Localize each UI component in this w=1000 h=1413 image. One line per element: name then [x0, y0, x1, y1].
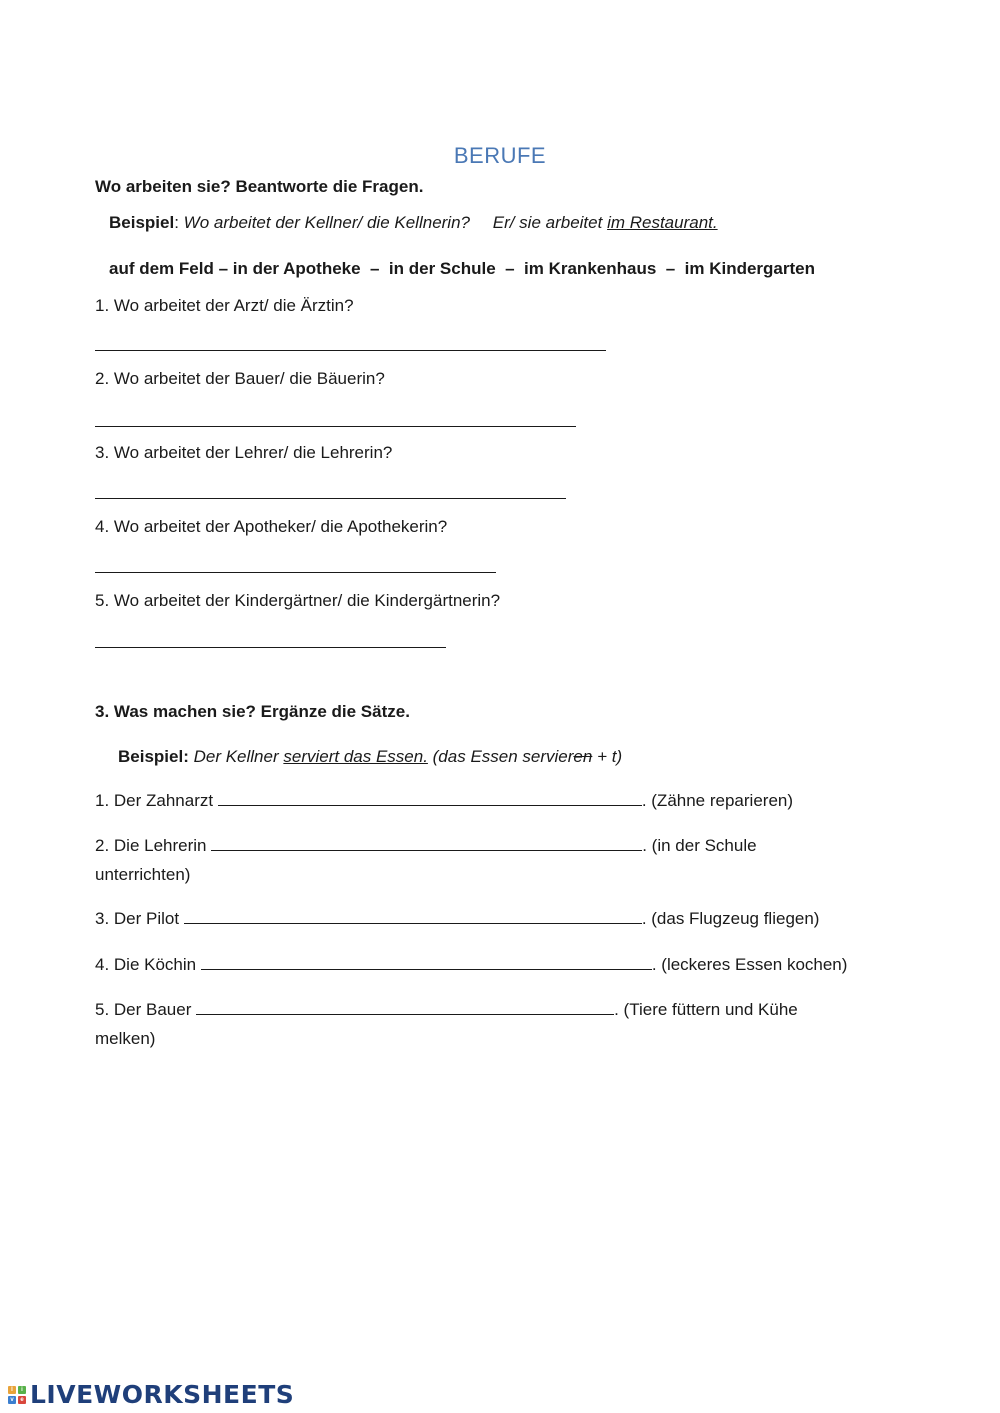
answer-line-5[interactable] — [95, 647, 446, 648]
example2-hint-prefix: (das Essen servier — [427, 747, 574, 766]
example-question: Wo arbeitet der Kellner/ die Kellnerin? — [183, 213, 470, 232]
sentence-5-hint: . (Tiere füttern und Kühe — [614, 1000, 798, 1019]
example2-hint-suffix: + t) — [592, 747, 623, 766]
sentence-3-blank[interactable] — [184, 909, 642, 924]
sentence-3 — [95, 909, 819, 929]
sentence-5-subject: 5. Der Bauer — [95, 1000, 197, 1019]
sentence-3-hint: . (das Flugzeug fliegen) — [641, 909, 820, 928]
sentence-5 — [95, 1000, 798, 1020]
answer-line-2[interactable] — [95, 426, 576, 427]
sentence-5-continuation: melken) — [95, 1029, 156, 1048]
example2-label: Beispiel: — [118, 747, 189, 766]
example2-subject: Der Kellner — [193, 747, 284, 766]
sentence-4-blank[interactable] — [201, 955, 652, 970]
sentence-3-subject: 3. Der Pilot — [95, 909, 184, 928]
liveworksheets-logo — [8, 1380, 294, 1409]
example-answer-underlined: im Restaurant. — [607, 213, 718, 232]
example-label: Beispiel — [109, 213, 175, 232]
section1-heading: Wo arbeiten sie? Beantworte die Fragen. — [95, 177, 424, 196]
sentence-4-hint: . (leckeres Essen kochen) — [651, 955, 848, 974]
sentence-5-blank[interactable] — [196, 1000, 614, 1015]
page-title: BERUFE — [453, 143, 547, 168]
section2-heading: 3. Was machen sie? Ergänze die Sätze. — [95, 702, 410, 721]
answer-line-3[interactable] — [95, 498, 566, 499]
sentence-1-subject: 1. Der Zahnarzt — [95, 791, 218, 810]
sentence-2-blank[interactable] — [211, 836, 642, 851]
sentence-2 — [95, 836, 757, 856]
section1-example — [109, 213, 718, 233]
example-colon: : — [174, 213, 179, 232]
sentence-2-continuation: unterrichten) — [95, 865, 191, 884]
question-4: 4. Wo arbeitet der Apotheker/ die Apothekerin? — [95, 517, 448, 536]
sentence-4 — [95, 955, 847, 975]
question-1: 1. Wo arbeitet der Arzt/ die Ärztin? — [95, 296, 354, 315]
sentence-1 — [95, 791, 793, 811]
question-3: 3. Wo arbeitet der Lehrer/ die Lehrerin? — [95, 443, 393, 462]
sentence-1-blank[interactable] — [218, 791, 642, 806]
logo-text: LIVEWORKSHEETS — [30, 1380, 295, 1409]
example2-hint-struck: en — [573, 747, 593, 766]
example2-underlined: serviert das Essen. — [283, 747, 428, 766]
question-5: 5. Wo arbeitet der Kindergärtner/ die Kindergärtnerin? — [95, 591, 501, 610]
question-2: 2. Wo arbeitet der Bauer/ die Bäuerin? — [95, 369, 385, 388]
sentence-2-hint: . (in der Schule — [642, 836, 757, 855]
example-answer-prefix: Er/ sie arbeitet — [492, 213, 608, 232]
sentence-1-hint: . (Zähne reparieren) — [641, 791, 794, 810]
answer-line-1[interactable] — [95, 350, 606, 351]
section2-example — [118, 747, 622, 767]
logo-icon: l i v e — [8, 1386, 26, 1404]
sentence-4-subject: 4. Die Köchin — [95, 955, 201, 974]
sentence-2-subject: 2. Die Lehrerin — [95, 836, 212, 855]
answer-line-4[interactable] — [95, 572, 496, 573]
word-bank: auf dem Feld – in der Apotheke – in der Schule – im Krankenhaus – im Kindergarten — [109, 259, 815, 278]
